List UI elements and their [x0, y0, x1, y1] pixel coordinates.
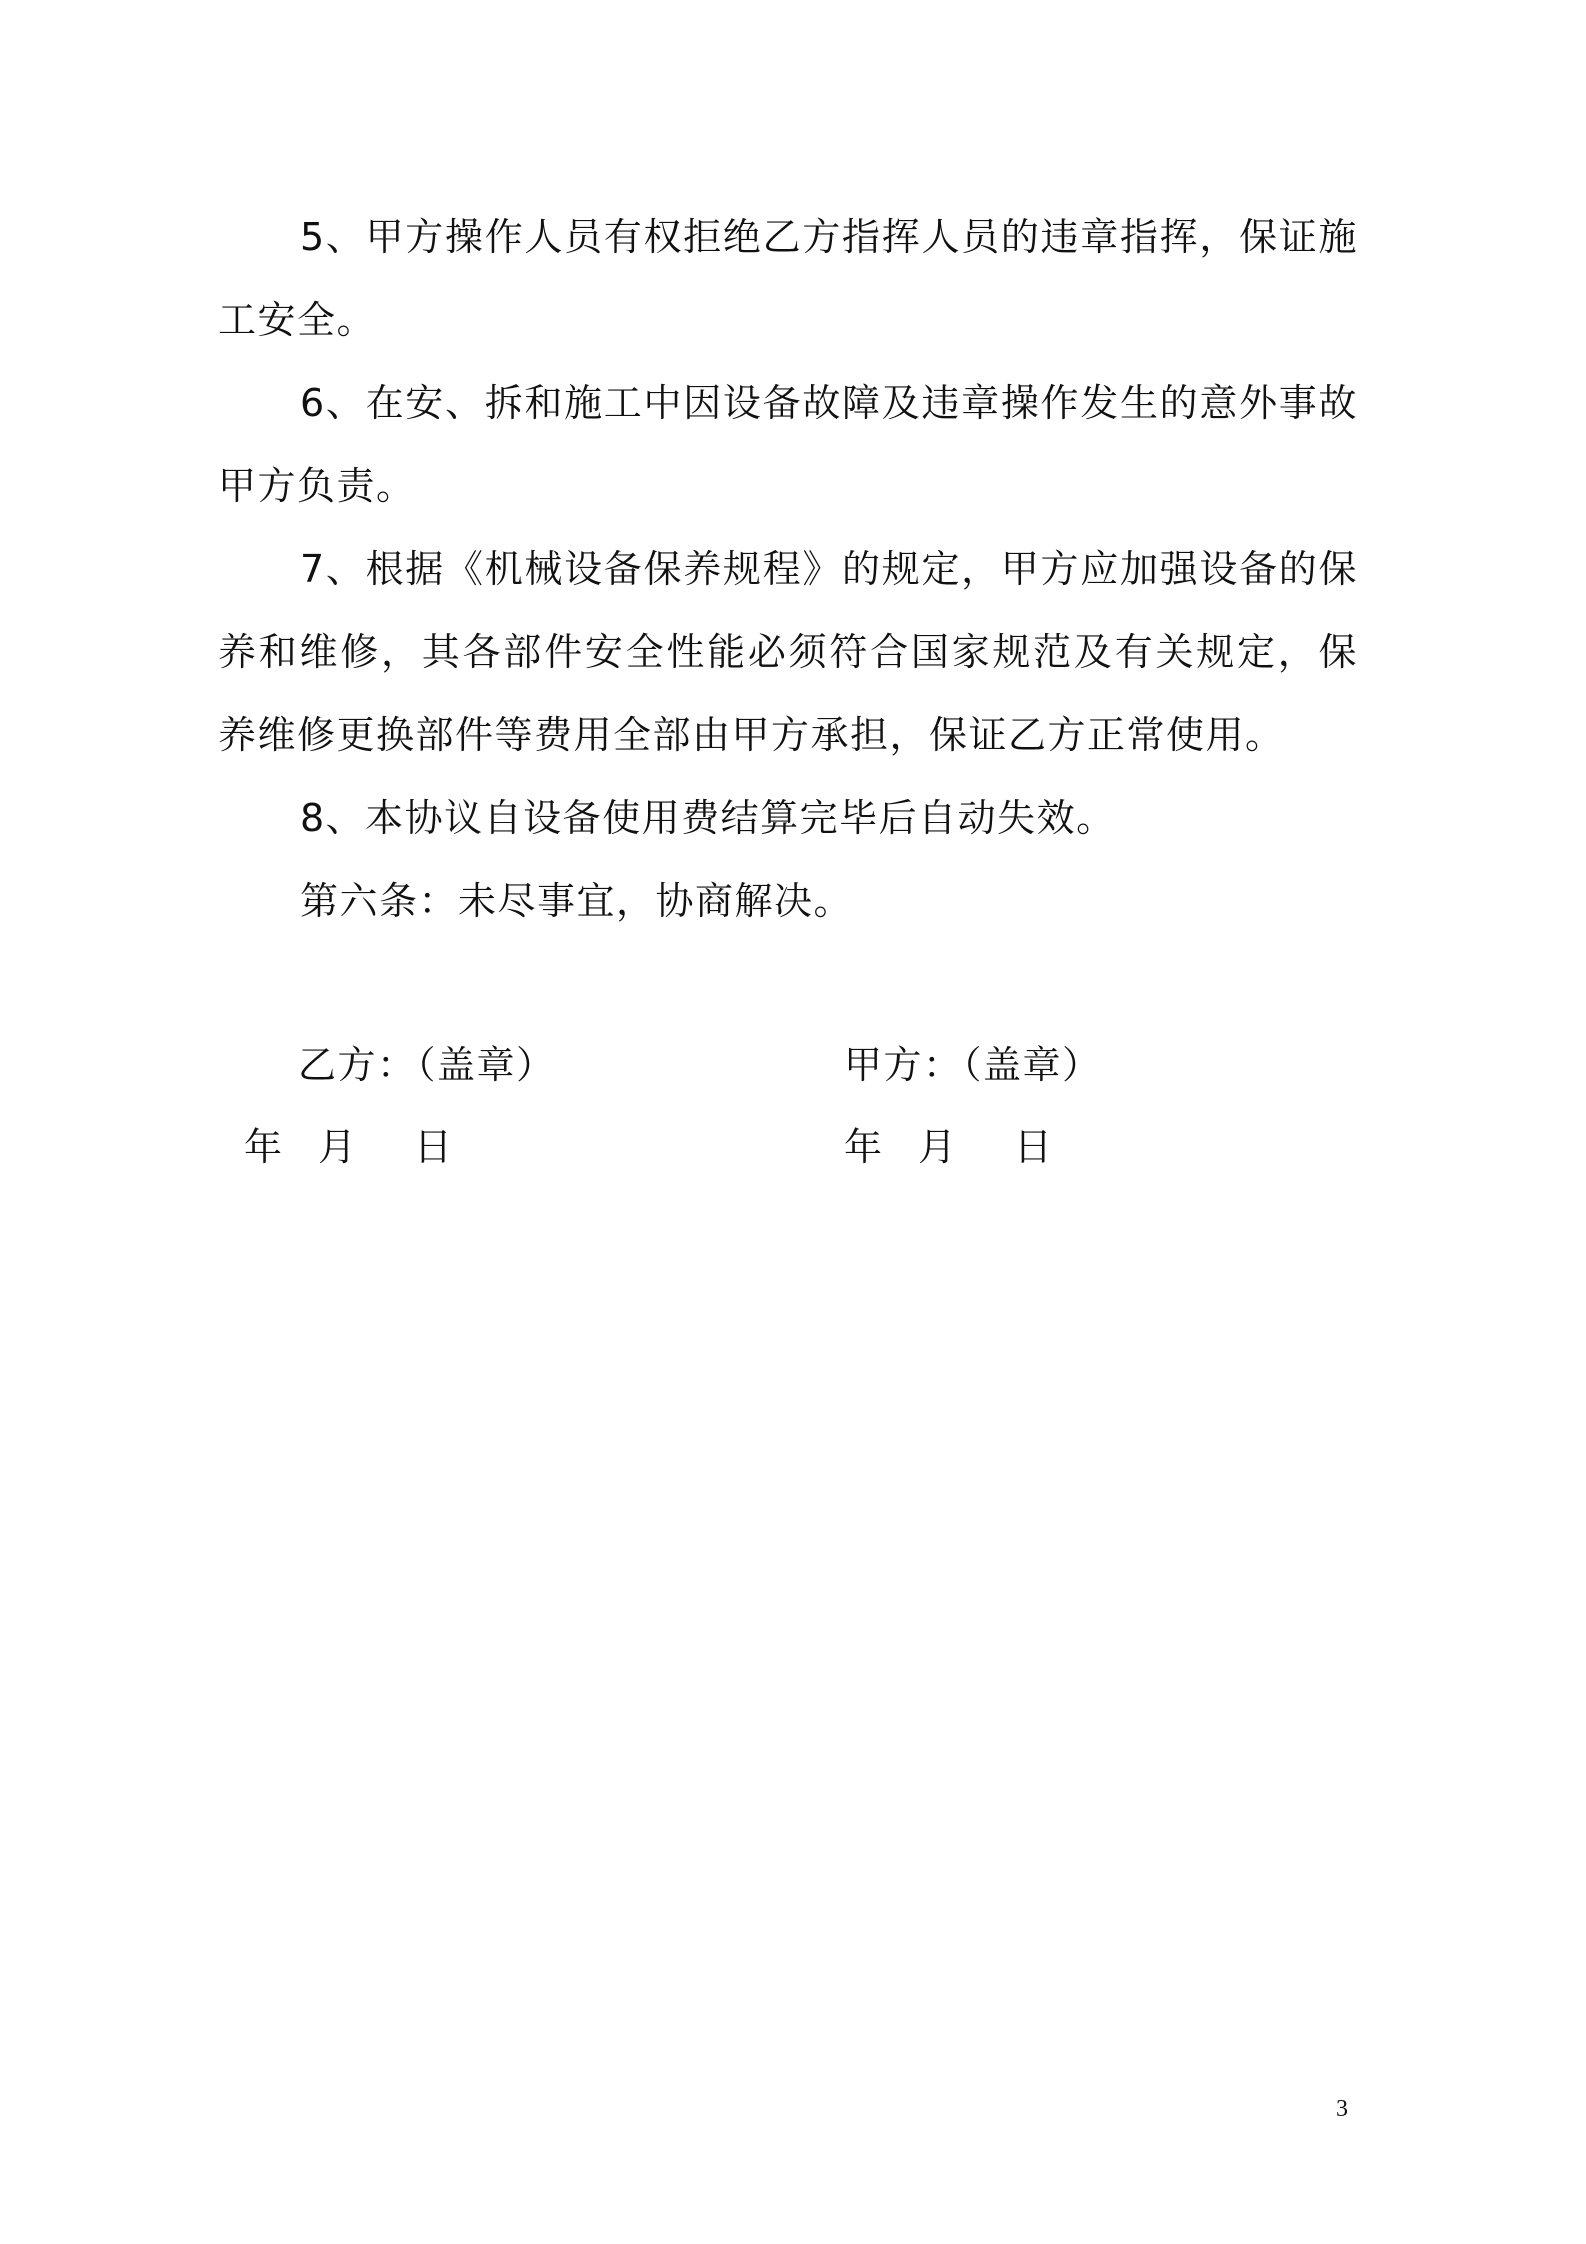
- party-a-date: [844, 1122, 1052, 1172]
- clause-6: 6、在安、拆和施工中因设备故障及违章操作发生的意外事故甲方负责。: [218, 381, 1358, 508]
- clause-5: 5、甲方操作人员有权拒绝乙方指挥人员的违章指挥，保证施工安全。: [218, 215, 1358, 342]
- party-a-date-day: 日: [1014, 1125, 1053, 1169]
- party-b-seal-label: 乙方：（盖章）: [298, 1043, 556, 1087]
- party-b-date-month: 月: [318, 1125, 357, 1169]
- party-a-seal-label: 甲方：（盖章）: [844, 1043, 1102, 1087]
- party-b-date-day: 日: [414, 1125, 453, 1169]
- contract-clauses: [218, 196, 1358, 943]
- party-a-date-month: 月: [918, 1125, 957, 1169]
- party-a-date-year: 年: [844, 1125, 883, 1169]
- article-6: 第六条：未尽事宜，协商解决。: [300, 879, 854, 923]
- clause-7: 7、根据《机械设备保养规程》的规定，甲方应加强设备的保养和维修，其各部件安全性能必须符合国家规范及有关规定，保养维修更换部件等费用全部由甲方承担，保证乙方正常使用。: [218, 547, 1358, 757]
- page-number: 3: [1336, 2096, 1348, 2122]
- clause-8: 8、本协议自设备使用费结算完毕后自动失效。: [300, 796, 1116, 840]
- party-b-date: [244, 1122, 452, 1172]
- party-b-date-year: 年: [244, 1125, 283, 1169]
